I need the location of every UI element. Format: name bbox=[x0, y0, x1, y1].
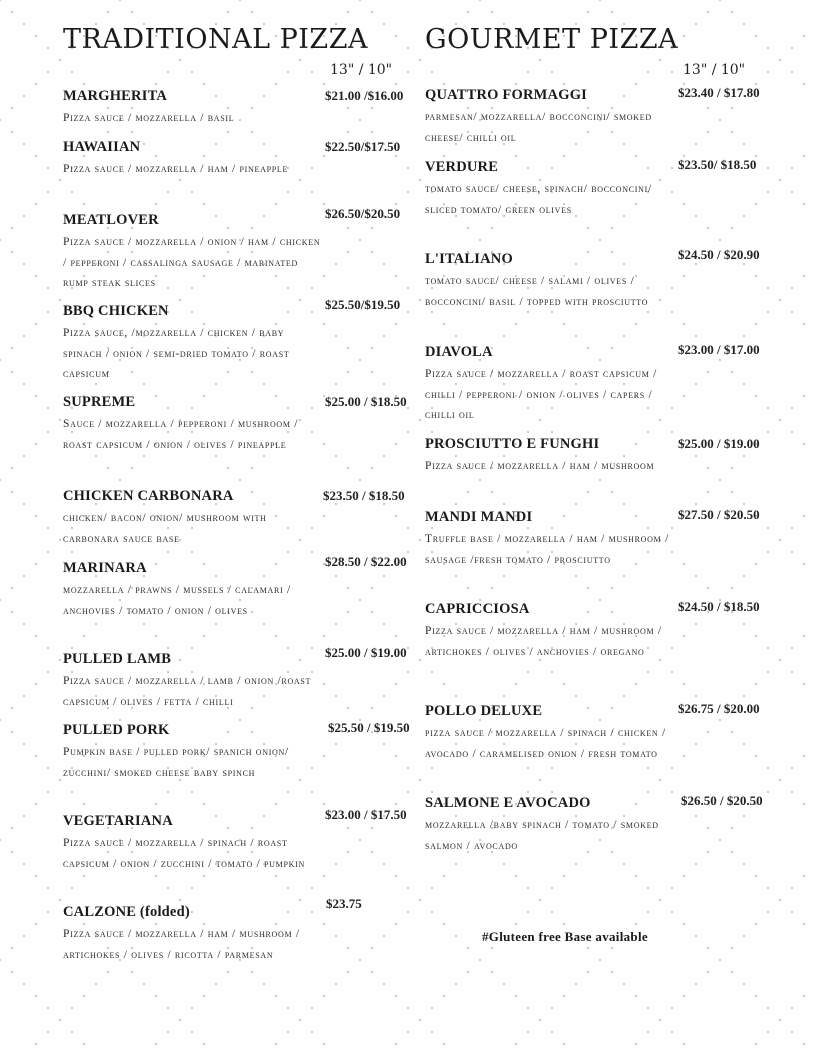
menu-item-price: $23.40 / $17.80 bbox=[678, 85, 760, 100]
menu-item-price: $26.75 / $20.00 bbox=[678, 701, 760, 716]
gourmet-pizza-heading: GOURMET PIZZA bbox=[425, 24, 679, 55]
menu-item-name: BBQ CHICKEN bbox=[63, 303, 169, 319]
menu-item-description: mozzarella /baby spinach / tomato / smoked salmon / avocado bbox=[425, 819, 659, 852]
menu-item-price: $25.00 / $18.50 bbox=[325, 394, 407, 409]
menu-item bbox=[63, 488, 325, 549]
menu-item-name: PULLED LAMB bbox=[63, 651, 172, 667]
menu-item-price: $28.50 / $22.00 bbox=[325, 554, 407, 569]
menu-item-name: PULLED PORK bbox=[63, 722, 170, 738]
menu-item-name: MARGHERITA bbox=[63, 88, 168, 104]
menu-item bbox=[63, 212, 325, 294]
menu-item bbox=[63, 722, 325, 783]
menu-item bbox=[425, 436, 675, 477]
menu-item-price: $23.75 bbox=[326, 896, 362, 911]
menu-item-name: VEGETARIANA bbox=[63, 813, 173, 829]
menu-item-name: DIAVOLA bbox=[425, 344, 493, 360]
menu-item-name: CHICKEN CARBONARA bbox=[63, 488, 234, 504]
menu-item bbox=[63, 813, 325, 874]
menu-item bbox=[425, 601, 675, 662]
menu-item-description: pizza sauce / mozzarella / spinach / chicken / avocado / caramelised onion / fresh tomato bbox=[425, 727, 666, 760]
menu-item-description: Pumpkin base / pulled pork/ spanich onion/ zucchini/ smoked cheese baby spinch bbox=[63, 746, 289, 779]
menu-item-price: $24.50 / $18.50 bbox=[678, 599, 760, 614]
menu-item-price: $25.50 / $19.50 bbox=[328, 720, 410, 735]
menu-item-description: chicken/ bacon/ onion/ mushroom with carbonara sauce base bbox=[63, 512, 267, 545]
menu-item-price: $27.50 / $20.50 bbox=[678, 507, 760, 522]
gourmet-size-header: 13" / 10" bbox=[683, 62, 746, 78]
menu-item-price: $23.00 / $17.00 bbox=[678, 342, 760, 357]
menu-item-description: Pizza sauce / mozzarella / spinach / roast capsicum / onion / zucchini / tomato / pumpkin bbox=[63, 837, 305, 870]
menu-item bbox=[425, 159, 675, 220]
menu-item bbox=[63, 904, 325, 965]
menu-item-name: SUPREME bbox=[63, 394, 136, 410]
menu-item bbox=[63, 139, 325, 180]
menu-item-description: Pizza sauce / mozzarella / basil bbox=[63, 112, 235, 124]
menu-item-price: $23.50/ $18.50 bbox=[678, 157, 757, 172]
menu-item-price: $26.50 / $20.50 bbox=[681, 793, 763, 808]
menu-item-price: $23.00 / $17.50 bbox=[325, 807, 407, 822]
menu-item bbox=[63, 88, 325, 129]
menu-item-name: MARINARA bbox=[63, 560, 147, 576]
traditional-pizza-heading: TRADITIONAL PIZZA bbox=[63, 24, 368, 55]
menu-item-description: Pizza sauce / mozzarella / roast capsicum / chilli / pepperoni / onion / olives / capers / chilli oil bbox=[425, 368, 657, 421]
menu-item-price: $23.50 / $18.50 bbox=[323, 488, 405, 503]
menu-item-description: Pizza sauce, /mozzarella / chicken / baby spinach / onion / semi-dried tomato / roast capsicum bbox=[63, 327, 290, 380]
menu-item-description: Truffle base / mozzarella / ham / mushroom / sausage /fresh tomato / prosciutto bbox=[425, 533, 669, 566]
menu-item bbox=[425, 87, 675, 148]
gluten-free-note: #Gluteen free Base available bbox=[482, 929, 648, 944]
menu-item-name: MANDI MANDI bbox=[425, 509, 533, 525]
menu-item-price: $26.50/$20.50 bbox=[325, 206, 401, 221]
menu-item-name: HAWAIIAN bbox=[63, 139, 141, 155]
menu-item bbox=[63, 651, 325, 712]
menu-item-description: Sauce / mozzarella / pepperoni / mushroom / roast capsicum / onion / olives / pineapple bbox=[63, 418, 299, 451]
menu-item-description: Pizza sauce / mozzarella / ham / mushroom / artichokes / olives / ricotta / parmesan bbox=[63, 928, 300, 961]
menu-item-price: $25.00 / $19.00 bbox=[325, 645, 407, 660]
menu-item-name: SALMONE E AVOCADO bbox=[425, 795, 591, 811]
menu-item bbox=[425, 795, 675, 856]
menu-item bbox=[63, 560, 325, 621]
menu-item-description: tomato sauce/ cheese, spinach/ bocconcini/ sliced tomato/ green olives bbox=[425, 183, 652, 216]
menu-item-description: Pizza sauce / mozzarella / ham / mushroom / artichokes / olives / anchovies / oregano bbox=[425, 625, 662, 658]
menu-item-name: CALZONE (folded) bbox=[63, 904, 190, 920]
menu-item-name: VERDURE bbox=[425, 159, 499, 175]
menu-item-name: MEATLOVER bbox=[63, 212, 159, 228]
menu-item-description: Pizza sauce / mozzarella / onion / ham / chicken / pepperoni / cassalinga sausage / marinated rump steak slices bbox=[63, 236, 321, 289]
menu-item-description: mozzarella / prawns / mussels / calamari / anchovies / tomato / onion / olives bbox=[63, 584, 291, 617]
menu-item-name: CAPRICCIOSA bbox=[425, 601, 530, 617]
menu-item-price: $25.00 / $19.00 bbox=[678, 436, 760, 451]
menu-item-name: POLLO DELUXE bbox=[425, 703, 543, 719]
menu-item-price: $22.50/$17.50 bbox=[325, 139, 401, 154]
menu-item-description: Pizza sauce / mozzarella / ham / mushroom bbox=[425, 460, 655, 472]
menu-item bbox=[425, 703, 675, 764]
menu-item-name: PROSCIUTTO E FUNGHI bbox=[425, 436, 600, 452]
menu-item-name: L'ITALIANO bbox=[425, 251, 513, 267]
menu-item-description: parmesan/ mozzarella/ bocconcini/ smoked cheese/ chilli oil bbox=[425, 111, 652, 144]
menu-item bbox=[425, 509, 675, 570]
menu-item bbox=[425, 344, 675, 426]
menu-item-name: QUATTRO FORMAGGI bbox=[425, 87, 588, 103]
menu-item bbox=[425, 251, 675, 312]
traditional-size-header: 13" / 10" bbox=[330, 62, 393, 78]
menu-item-price: $24.50 / $20.90 bbox=[678, 247, 760, 262]
menu-item-description: tomato sauce/ cheese / salami / olives / bocconcini/ basil / topped with prosciutto bbox=[425, 275, 649, 308]
menu-item-description: Pizza sauce / mozzarella / lamb / onion /roast capsicum / olives / fetta / chilli bbox=[63, 675, 312, 708]
menu-item bbox=[63, 303, 325, 385]
menu-item bbox=[63, 394, 325, 455]
menu-item-price: $21.00 /$16.00 bbox=[325, 88, 404, 103]
menu-item-description: Pizza sauce / mozzarella / ham / pineapple bbox=[63, 163, 289, 175]
menu-item-price: $25.50/$19.50 bbox=[325, 297, 401, 312]
